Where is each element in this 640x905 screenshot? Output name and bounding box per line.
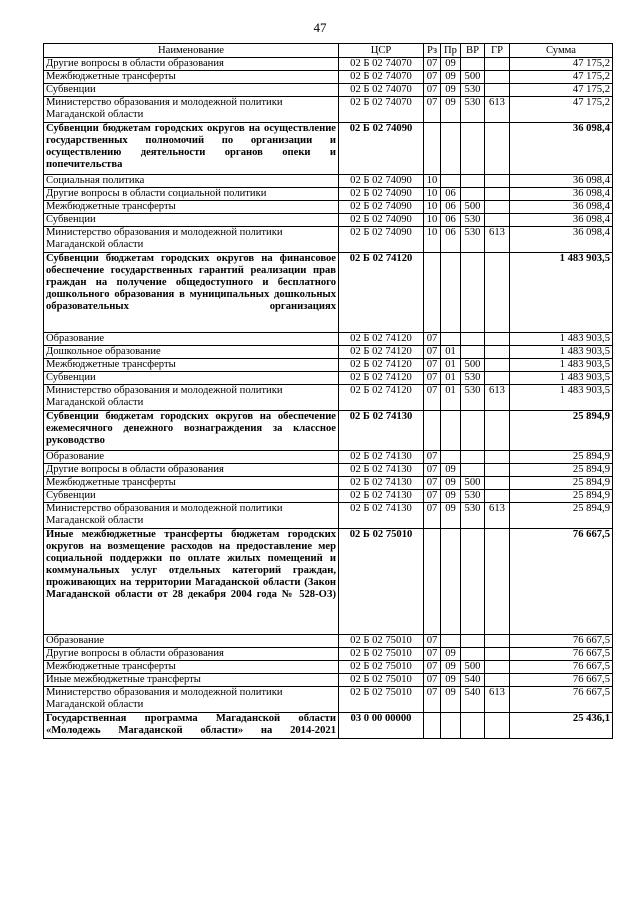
cell-csr: 02 Б 02 75010: [339, 674, 424, 687]
table-row: [44, 84, 613, 97]
cell-name: Межбюджетные трансферты: [44, 477, 339, 490]
cell-vr: 500: [461, 359, 485, 372]
cell-pr: 09: [441, 58, 461, 71]
cell-rz: 07: [424, 333, 441, 346]
cell-pr: 09: [441, 464, 461, 477]
cell-name: Министерство образования и молодежной политики Магаданской области: [44, 687, 339, 713]
cell-name: Субвенции бюджетам городских округов на обеспечение ежемесячного денежного вознаграждения за классное руководство: [44, 411, 339, 451]
cell-name: Министерство образования и молодежной политики Магаданской области: [44, 385, 339, 411]
cell-rz: 07: [424, 385, 441, 411]
cell-vr: 530: [461, 84, 485, 97]
table-row: [44, 97, 613, 123]
cell-csr: 02 Б 02 74120: [339, 253, 424, 333]
cell-pr: 01: [441, 372, 461, 385]
cell-csr: 02 Б 02 74090: [339, 123, 424, 175]
cell-sum: 25 894,9: [510, 464, 613, 477]
table-body: [44, 58, 613, 739]
cell-pr: 09: [441, 687, 461, 713]
cell-sum: 47 175,2: [510, 58, 613, 71]
table-row: [44, 253, 613, 333]
cell-rz: 07: [424, 58, 441, 71]
cell-rz: 10: [424, 188, 441, 201]
cell-gr: [485, 713, 510, 739]
col-header-gr: ГР: [485, 44, 510, 58]
cell-sum: 25 894,9: [510, 490, 613, 503]
table-row: [44, 372, 613, 385]
cell-name: Субвенции бюджетам городских округов на финансовое обеспечение государственных гарантий реализации прав граждан на получение общедоступного и бесплатного дошкольного образования в муниципальных дошкольных образовательных организациях: [44, 253, 339, 333]
cell-rz: 07: [424, 687, 441, 713]
cell-sum: 1 483 903,5: [510, 333, 613, 346]
cell-pr: 09: [441, 71, 461, 84]
cell-pr: 01: [441, 359, 461, 372]
cell-pr: 06: [441, 214, 461, 227]
cell-sum: 1 483 903,5: [510, 359, 613, 372]
cell-vr: 500: [461, 71, 485, 84]
cell-gr: 613: [485, 687, 510, 713]
cell-rz: 07: [424, 451, 441, 464]
cell-gr: [485, 333, 510, 346]
cell-gr: 613: [485, 385, 510, 411]
cell-gr: [485, 359, 510, 372]
cell-csr: 02 Б 02 75010: [339, 529, 424, 635]
cell-rz: 07: [424, 477, 441, 490]
cell-vr: 530: [461, 372, 485, 385]
cell-name: Образование: [44, 451, 339, 464]
cell-name: Другие вопросы в области образования: [44, 648, 339, 661]
table-row: [44, 71, 613, 84]
cell-name: Другие вопросы в области образования: [44, 58, 339, 71]
cell-vr: [461, 253, 485, 333]
table-row: [44, 385, 613, 411]
cell-gr: [485, 201, 510, 214]
cell-rz: 07: [424, 635, 441, 648]
table-row: [44, 201, 613, 214]
cell-name: Межбюджетные трансферты: [44, 71, 339, 84]
cell-sum: 1 483 903,5: [510, 253, 613, 333]
cell-rz: 07: [424, 674, 441, 687]
table-row: [44, 359, 613, 372]
cell-pr: [441, 123, 461, 175]
cell-gr: [485, 451, 510, 464]
cell-gr: [485, 253, 510, 333]
table-row: [44, 687, 613, 713]
cell-csr: 02 Б 02 74090: [339, 201, 424, 214]
cell-pr: [441, 411, 461, 451]
cell-pr: [441, 175, 461, 188]
cell-sum: 76 667,5: [510, 529, 613, 635]
cell-csr: 03 0 00 00000: [339, 713, 424, 739]
cell-csr: 02 Б 02 74130: [339, 464, 424, 477]
cell-csr: 02 Б 02 74090: [339, 227, 424, 253]
cell-gr: 613: [485, 503, 510, 529]
cell-rz: 07: [424, 71, 441, 84]
cell-pr: [441, 253, 461, 333]
cell-vr: [461, 123, 485, 175]
cell-pr: 09: [441, 477, 461, 490]
cell-name: Министерство образования и молодежной политики Магаданской области: [44, 503, 339, 529]
cell-vr: 530: [461, 214, 485, 227]
cell-csr: 02 Б 02 74090: [339, 188, 424, 201]
cell-rz: 10: [424, 175, 441, 188]
cell-pr: 01: [441, 385, 461, 411]
cell-csr: 02 Б 02 75010: [339, 661, 424, 674]
cell-vr: [461, 175, 485, 188]
cell-gr: [485, 123, 510, 175]
cell-gr: [485, 411, 510, 451]
cell-gr: [485, 661, 510, 674]
cell-pr: [441, 451, 461, 464]
cell-pr: 09: [441, 648, 461, 661]
cell-csr: 02 Б 02 74070: [339, 58, 424, 71]
cell-name: Образование: [44, 635, 339, 648]
cell-rz: 10: [424, 227, 441, 253]
cell-pr: 09: [441, 674, 461, 687]
cell-csr: 02 Б 02 74120: [339, 359, 424, 372]
cell-rz: [424, 713, 441, 739]
cell-rz: [424, 529, 441, 635]
cell-sum: 1 483 903,5: [510, 346, 613, 359]
cell-name: Межбюджетные трансферты: [44, 201, 339, 214]
cell-name: Министерство образования и молодежной политики Магаданской области: [44, 227, 339, 253]
table-row: [44, 214, 613, 227]
cell-gr: [485, 84, 510, 97]
table-row: [44, 123, 613, 175]
cell-vr: [461, 451, 485, 464]
cell-name: Дошкольное образование: [44, 346, 339, 359]
cell-csr: 02 Б 02 74130: [339, 411, 424, 451]
cell-name: Субвенции бюджетам городских округов на осуществление государственных полномочий по организации и осуществлению деятельности органов опеки и попечительства: [44, 123, 339, 175]
cell-pr: [441, 529, 461, 635]
cell-pr: 09: [441, 84, 461, 97]
cell-name: Иные межбюджетные трансферты: [44, 674, 339, 687]
cell-gr: [485, 464, 510, 477]
cell-sum: 47 175,2: [510, 84, 613, 97]
table-row: [44, 411, 613, 451]
cell-name: Образование: [44, 333, 339, 346]
col-header-sum: Сумма: [510, 44, 613, 58]
cell-name: Другие вопросы в области социальной политики: [44, 188, 339, 201]
cell-csr: 02 Б 02 75010: [339, 648, 424, 661]
cell-gr: [485, 58, 510, 71]
cell-name: Межбюджетные трансферты: [44, 359, 339, 372]
cell-rz: [424, 411, 441, 451]
cell-vr: 500: [461, 661, 485, 674]
table-row: [44, 333, 613, 346]
cell-gr: [485, 635, 510, 648]
table-row: [44, 529, 613, 635]
cell-rz: 07: [424, 97, 441, 123]
cell-rz: 07: [424, 648, 441, 661]
col-header-name: Наименование: [44, 44, 339, 58]
cell-vr: 530: [461, 385, 485, 411]
cell-rz: 07: [424, 661, 441, 674]
cell-csr: 02 Б 02 74130: [339, 490, 424, 503]
cell-csr: 02 Б 02 74070: [339, 84, 424, 97]
cell-sum: 36 098,4: [510, 227, 613, 253]
cell-csr: 02 Б 02 75010: [339, 635, 424, 648]
cell-csr: 02 Б 02 74120: [339, 346, 424, 359]
page-number: 47: [313, 20, 327, 35]
cell-gr: [485, 188, 510, 201]
cell-csr: 02 Б 02 74070: [339, 97, 424, 123]
cell-vr: [461, 346, 485, 359]
cell-gr: 613: [485, 227, 510, 253]
table-row: [44, 490, 613, 503]
cell-vr: [461, 333, 485, 346]
cell-gr: 613: [485, 97, 510, 123]
col-header-csr: ЦСР: [339, 44, 424, 58]
cell-pr: [441, 635, 461, 648]
cell-sum: 76 667,5: [510, 674, 613, 687]
cell-gr: [485, 490, 510, 503]
table-row: [44, 477, 613, 490]
cell-sum: 25 894,9: [510, 477, 613, 490]
cell-sum: 25 894,9: [510, 451, 613, 464]
cell-rz: 07: [424, 464, 441, 477]
cell-csr: 02 Б 02 74120: [339, 333, 424, 346]
cell-csr: 02 Б 02 74070: [339, 71, 424, 84]
cell-sum: 76 667,5: [510, 661, 613, 674]
cell-csr: 02 Б 02 74120: [339, 385, 424, 411]
cell-sum: 47 175,2: [510, 97, 613, 123]
cell-gr: [485, 529, 510, 635]
cell-pr: [441, 333, 461, 346]
cell-gr: [485, 214, 510, 227]
cell-rz: 07: [424, 372, 441, 385]
table-row: [44, 227, 613, 253]
cell-rz: 07: [424, 84, 441, 97]
cell-sum: 36 098,4: [510, 188, 613, 201]
cell-vr: [461, 411, 485, 451]
cell-rz: 07: [424, 346, 441, 359]
table-row: [44, 661, 613, 674]
cell-vr: 530: [461, 503, 485, 529]
budget-table: [43, 43, 613, 739]
cell-sum: 36 098,4: [510, 175, 613, 188]
cell-csr: 02 Б 02 74090: [339, 214, 424, 227]
cell-name: Социальная политика: [44, 175, 339, 188]
cell-vr: 500: [461, 477, 485, 490]
table-row: [44, 503, 613, 529]
cell-rz: 07: [424, 359, 441, 372]
cell-csr: 02 Б 02 74130: [339, 477, 424, 490]
cell-sum: 36 098,4: [510, 214, 613, 227]
table-row: [44, 188, 613, 201]
col-header-vr: ВР: [461, 44, 485, 58]
cell-rz: 10: [424, 214, 441, 227]
cell-pr: 09: [441, 503, 461, 529]
cell-csr: 02 Б 02 74130: [339, 451, 424, 464]
cell-pr: [441, 713, 461, 739]
cell-pr: 06: [441, 227, 461, 253]
cell-name: Субвенции: [44, 372, 339, 385]
cell-sum: 76 667,5: [510, 648, 613, 661]
cell-sum: 76 667,5: [510, 687, 613, 713]
cell-vr: 540: [461, 674, 485, 687]
cell-sum: 25 436,1: [510, 713, 613, 739]
cell-name: Министерство образования и молодежной политики Магаданской области: [44, 97, 339, 123]
cell-vr: 530: [461, 490, 485, 503]
cell-csr: 02 Б 02 74090: [339, 175, 424, 188]
cell-gr: [485, 71, 510, 84]
cell-vr: [461, 635, 485, 648]
cell-rz: [424, 123, 441, 175]
cell-sum: 47 175,2: [510, 71, 613, 84]
cell-sum: 36 098,4: [510, 201, 613, 214]
cell-sum: 36 098,4: [510, 123, 613, 175]
table-row: [44, 713, 613, 739]
cell-name: Субвенции: [44, 214, 339, 227]
cell-pr: 01: [441, 346, 461, 359]
cell-name: Иные межбюджетные трансферты бюджетам городских округов на возмещение расходов на предоставление мер социальной поддержки по оплате жилых помещений и коммунальных услуг отдельных категорий граждан, проживающих на территории Магаданской области (Закон Магаданской области от 28 декабря 2004 года № 528-ОЗ): [44, 529, 339, 635]
cell-pr: 06: [441, 188, 461, 201]
cell-rz: 10: [424, 201, 441, 214]
cell-sum: 1 483 903,5: [510, 372, 613, 385]
cell-vr: [461, 188, 485, 201]
cell-vr: [461, 464, 485, 477]
table-row: [44, 175, 613, 188]
cell-rz: 07: [424, 490, 441, 503]
cell-name: Субвенции: [44, 490, 339, 503]
cell-csr: 02 Б 02 74130: [339, 503, 424, 529]
table-row: [44, 451, 613, 464]
cell-csr: 02 Б 02 75010: [339, 687, 424, 713]
cell-rz: 07: [424, 503, 441, 529]
cell-sum: 25 894,9: [510, 411, 613, 451]
cell-vr: [461, 529, 485, 635]
cell-sum: 1 483 903,5: [510, 385, 613, 411]
table-row: [44, 346, 613, 359]
table-row: [44, 648, 613, 661]
cell-vr: [461, 648, 485, 661]
cell-gr: [485, 674, 510, 687]
table-row: [44, 674, 613, 687]
table-header: [44, 44, 613, 58]
cell-pr: 09: [441, 490, 461, 503]
cell-gr: [485, 175, 510, 188]
cell-gr: [485, 477, 510, 490]
cell-vr: [461, 713, 485, 739]
cell-name: Государственная программа Магаданской области «Молодежь Магаданской области» на 2014-2021: [44, 713, 339, 739]
cell-csr: 02 Б 02 74120: [339, 372, 424, 385]
col-header-pr: Пр: [441, 44, 461, 58]
col-header-rz: Рз: [424, 44, 441, 58]
cell-vr: 530: [461, 97, 485, 123]
cell-name: Другие вопросы в области образования: [44, 464, 339, 477]
cell-name: Субвенции: [44, 84, 339, 97]
cell-pr: 09: [441, 661, 461, 674]
cell-vr: [461, 58, 485, 71]
cell-gr: [485, 346, 510, 359]
cell-gr: [485, 648, 510, 661]
cell-sum: 76 667,5: [510, 635, 613, 648]
cell-gr: [485, 372, 510, 385]
table-row: [44, 635, 613, 648]
cell-vr: 530: [461, 227, 485, 253]
cell-rz: [424, 253, 441, 333]
cell-pr: 06: [441, 201, 461, 214]
cell-vr: 500: [461, 201, 485, 214]
cell-pr: 09: [441, 97, 461, 123]
cell-sum: 25 894,9: [510, 503, 613, 529]
cell-name: Межбюджетные трансферты: [44, 661, 339, 674]
table-row: [44, 464, 613, 477]
cell-vr: 540: [461, 687, 485, 713]
table-row: [44, 58, 613, 71]
